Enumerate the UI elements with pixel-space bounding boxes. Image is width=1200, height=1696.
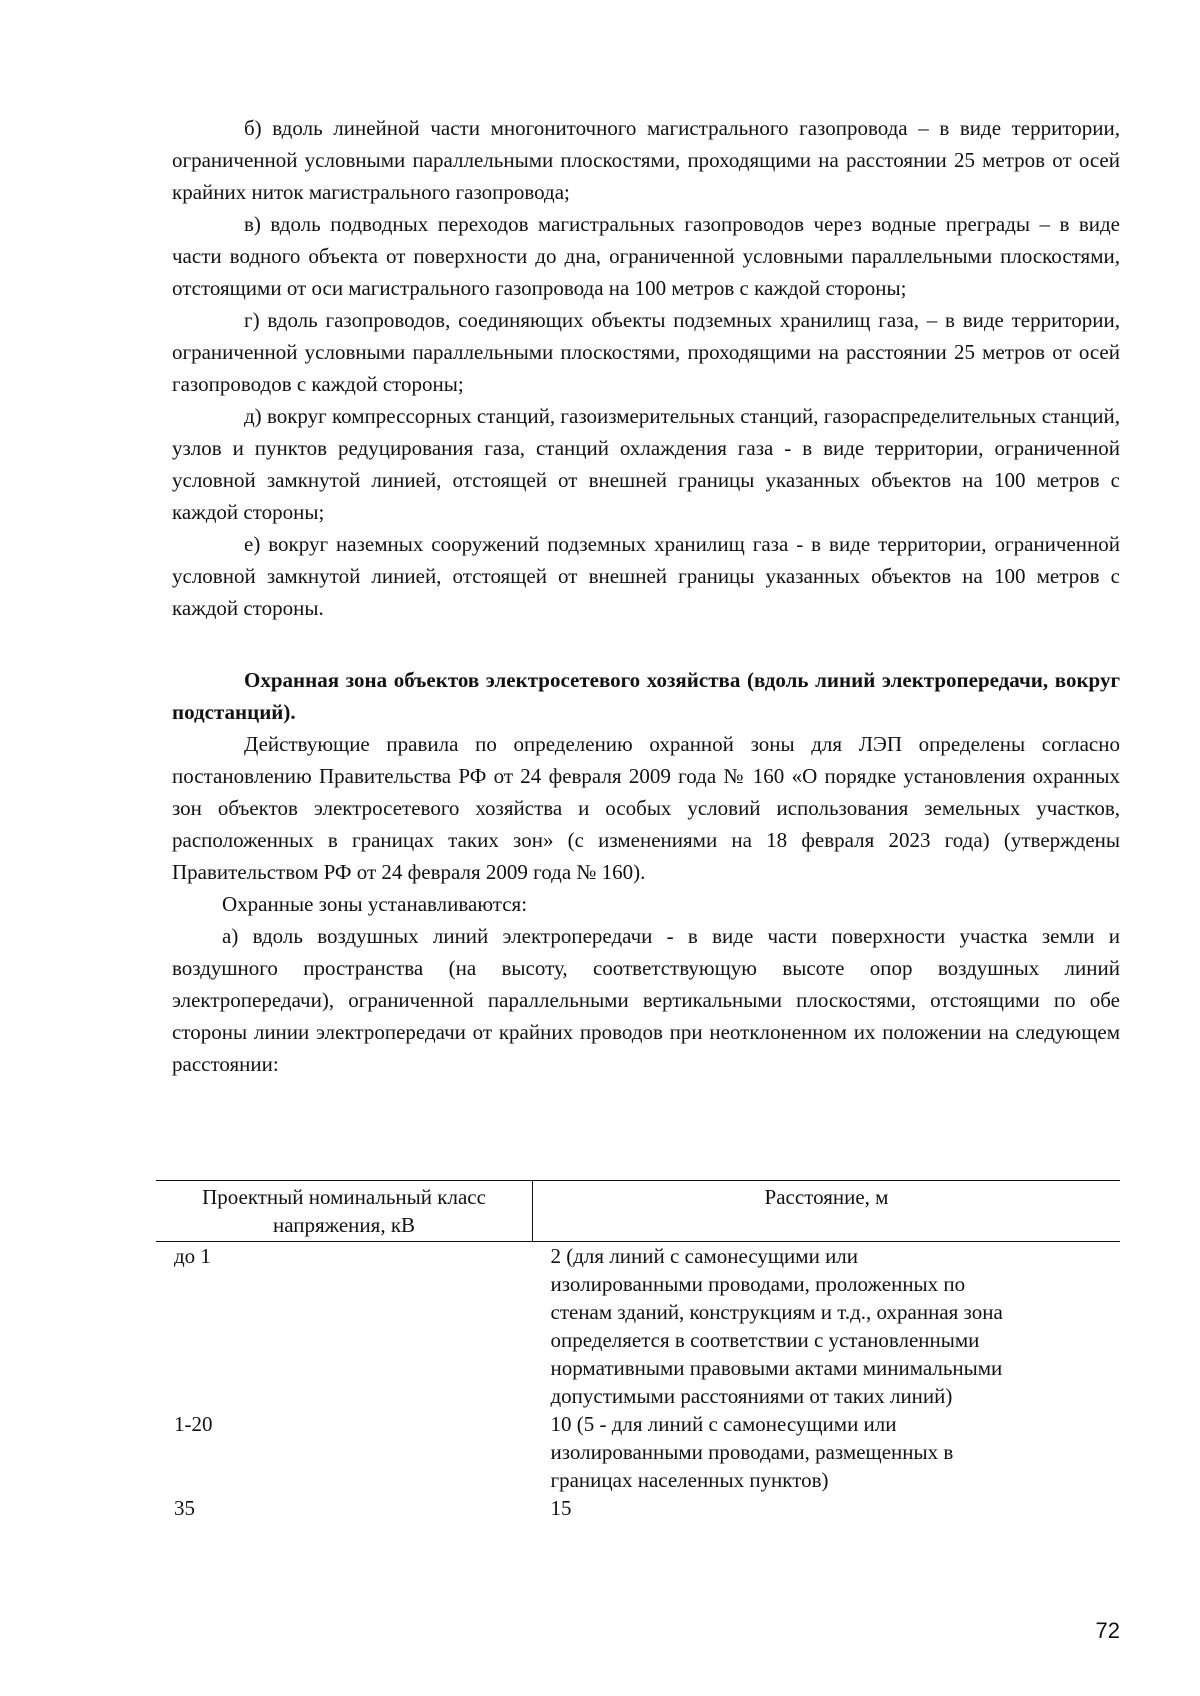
table-row: [156, 1242, 1120, 1411]
header-distance: Расстояние, м: [533, 1181, 1121, 1242]
voltage-distance-table: [156, 1180, 1120, 1522]
paragraph-b: б) вдоль линейной части многониточного магистрального газопровода – в виде территории, ограниченной условными параллельными плоскостями, проходящими на расстоянии 25 метров от осей крайних ниток магистрального газопровода;: [172, 116, 1120, 204]
distance-cell: 2 (для линий с самонесущими или изолированными проводами, проложенных по стенам зданий, конструкциям и т.д., охранная зона определяется в соответствии с установленными нормативными правовыми актами минимальными допустимыми расстояниями от таких линий): [550, 1244, 1003, 1408]
document-body: [172, 112, 1120, 1080]
voltage-cell: до 1: [174, 1244, 211, 1268]
paragraph-v: в) вдоль подводных переходов магистральных газопроводов через водные преграды – в виде части водного объекта от поверхности до дна, ограниченной условными параллельными плоскостями, отстоящими от оси магистрального газопровода на 100 метров с каждой стороны;: [172, 212, 1120, 300]
section-heading: Охранная зона объектов электросетевого хозяйства (вдоль линий электропередачи, вокруг подстанций).: [172, 668, 1120, 724]
paragraph-a: а) вдоль воздушных линий электропередачи - в виде части поверхности участка земли и воздушного пространства (на высоту, соответствующую высоте опор воздушных линий электропередачи), ограниченной параллельными вертикальными плоскостями, отстоящими по обе стороны линии электропередачи от крайних проводов при неотклоненном их положении на следующем расстоянии:: [172, 924, 1120, 1076]
distance-cell: 10 (5 - для линий с самонесущими или изолированными проводами, размещенных в границах населенных пунктов): [550, 1412, 954, 1492]
distance-cell: 15: [550, 1496, 572, 1520]
table-row: [156, 1410, 1120, 1494]
rules-paragraph: Действующие правила по определению охранной зоны для ЛЭП определены согласно постановлению Правительства РФ от 24 февраля 2009 года № 160 «О порядке установления охранных зон объектов электросетевого хозяйства и особых условий использования земельных участков, расположенных в границах таких зон» (с изменениями на 18 февраля 2023 года) (утверждены Правительством РФ от 24 февраля 2009 года № 160).: [172, 732, 1120, 884]
table-row: [156, 1494, 1120, 1522]
page-number: 72: [1095, 1618, 1120, 1643]
paragraph-e: е) вокруг наземных сооружений подземных хранилищ газа - в виде территории, ограниченной условной замкнутой линией, отстоящей от внешней границы указанных объектов на 100 метров с каждой стороны.: [172, 532, 1120, 620]
voltage-cell: 1-20: [174, 1412, 213, 1436]
voltage-cell: 35: [174, 1496, 195, 1520]
table-header-row: [156, 1181, 1120, 1242]
zones-intro: Охранные зоны устанавливаются:: [222, 892, 528, 916]
paragraph-g: г) вдоль газопроводов, соединяющих объекты подземных хранилищ газа, – в виде территории, ограниченной условными параллельными плоскостями, проходящими на расстоянии 25 метров от осей газопроводов с каждой стороны;: [172, 308, 1120, 396]
paragraph-d: д) вокруг компрессорных станций, газоизмерительных станций, газораспределительных станций, узлов и пунктов редуцирования газа, станций охлаждения газа - в виде территории, ограниченной условной замкнутой линией, отстоящей от внешней границы указанных объектов на 100 метров с каждой стороны;: [172, 404, 1120, 524]
header-voltage-class: Проектный номинальный класс напряжения, кВ: [156, 1181, 533, 1242]
